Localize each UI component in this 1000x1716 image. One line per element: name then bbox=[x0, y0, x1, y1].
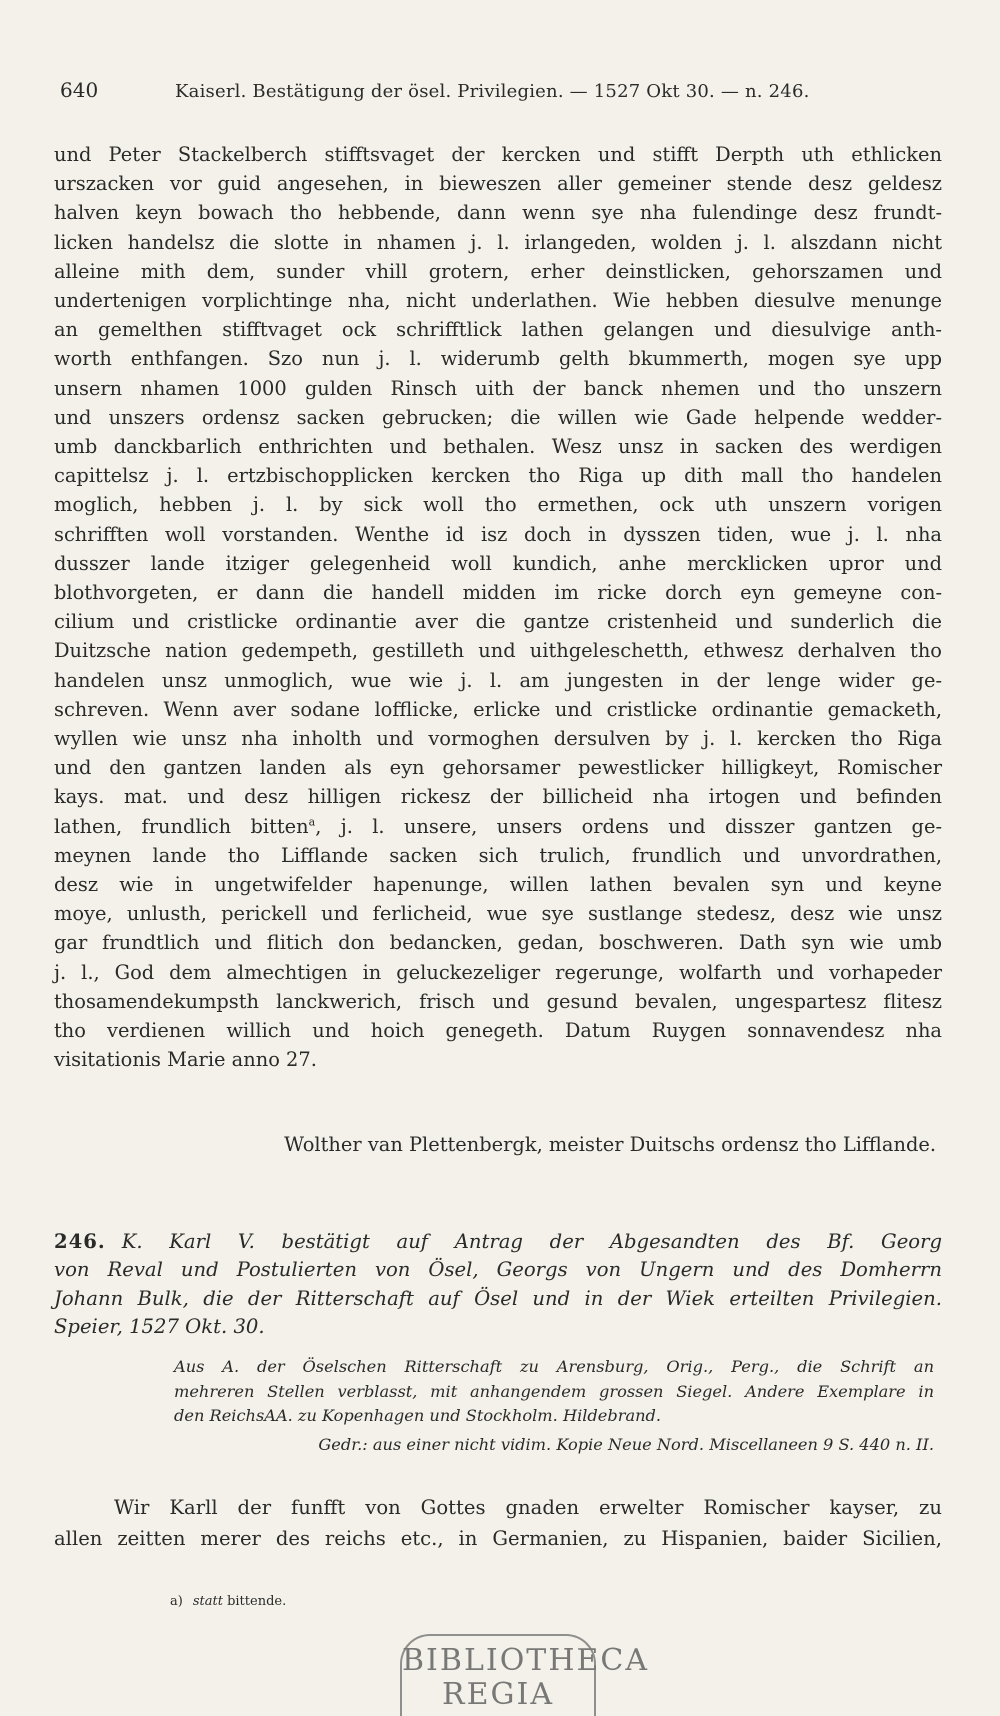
page-number: 640 bbox=[60, 78, 99, 102]
text-line: tho verdienen willich und hoich genegeth. Datum Ruygen sonnavendesz nha bbox=[54, 1019, 942, 1043]
text-line: j. l., God dem almechtigen in geluckezeliger regerunge, wolfarth und vorhapeder bbox=[54, 960, 942, 984]
text-line: urszacken vor guid angesehen, in bieweszen aller gemeiner stende desz geldesz bbox=[54, 172, 942, 196]
signature-line: Wolther van Plettenbergk, meister Duitschs ordensz tho Lifflande. bbox=[284, 1133, 936, 1156]
printed-reference: Gedr.: aus einer nicht vidim. Kopie Neue Nord. Miscellaneen 9 S. 440 n. II. bbox=[318, 1434, 934, 1454]
text-line: und unszers ordensz sacken gebrucken; die willen wie Gade helpende wedder- bbox=[54, 405, 942, 429]
opening-line: allen zeitten merer des reichs etc., in Germanien, zu Hispanien, baider Sicilien, bbox=[54, 1527, 942, 1550]
text-line-with-footnote bbox=[54, 812, 942, 841]
text-line: kays. mat. und desz hilligen rickesz der billicheid nha irtogen und befinden bbox=[54, 785, 942, 809]
text-line: handelen unsz unmoglich, wue wie j. l. am jungesten in der lenge wider ge- bbox=[54, 668, 942, 692]
text-line: thosamendekumpsth lanckwerich, frisch und gesund bevalen, ungespartesz flitesz bbox=[54, 989, 942, 1013]
text-line: umb danckbarlich enthrichten und bethalen. Wesz unsz in sacken des werdigen bbox=[54, 435, 942, 459]
text-line: capittelsz j. l. ertzbischopplicken kercken tho Riga up dith mall tho handelen bbox=[54, 464, 942, 488]
heading-line: Speier, 1527 Okt. 30. bbox=[54, 1315, 265, 1339]
heading-text: K. Karl V. bestätigt auf Antrag der Abgesandten des Bf. Georg bbox=[121, 1230, 942, 1253]
heading-line: Johann Bulk, die der Ritterschaft auf Ösel und in der Wiek erteilten Privilegien. bbox=[54, 1286, 942, 1310]
text-line: und den gantzen landen als eyn gehorsamer pewestlicker hilligkeyt, Romischer bbox=[54, 756, 942, 780]
source-line: mehreren Stellen verblasst, mit anhangendem grossen Siegel. Andere Exemplare in bbox=[174, 1381, 934, 1401]
footnote bbox=[170, 1594, 286, 1609]
letter-body bbox=[54, 140, 942, 1075]
text-line: blothvorgeten, er dann die handell midden im ricke dorch eyn gemeyne con- bbox=[54, 581, 942, 605]
text-segment: lathen, frundlich bitten bbox=[54, 814, 309, 838]
text-line: moglich, hebben j. l. by sick woll tho ermethen, ock uth unszern vorigen bbox=[54, 493, 942, 517]
charter-opening bbox=[54, 1492, 942, 1554]
text-line: desz wie in ungetwifelder hapenunge, willen lathen bevalen syn und keyne bbox=[54, 873, 942, 897]
text-line: licken handelsz die slotte in nhamen j. l. irlangeden, wolden j. l. alszdann nicht bbox=[54, 230, 942, 254]
text-line: undertenigen vorplichtinge nha, nicht underlathen. Wie hebben diesulve menunge bbox=[54, 289, 942, 313]
library-stamp bbox=[400, 1634, 649, 1716]
text-line: unsern nhamen 1000 gulden Rinsch uith der banck nhemen und tho unszern bbox=[54, 376, 942, 400]
text-line: wyllen wie unsz nha inholth und vormoghen dersulven by j. l. kercken tho Riga bbox=[54, 727, 942, 751]
footnote-reference[interactable]: a bbox=[308, 815, 316, 829]
heading-line: von Reval und Postulierten von Ösel, Georgs von Ungern und des Domherrn bbox=[54, 1258, 942, 1282]
text-line: meynen lande tho Lifflande sacken sich trulich, frundlich und unvordrathen, bbox=[54, 843, 942, 867]
text-line: schreven. Wenn aver sodane lofflicke, erlicke und cristlicke ordinantie gemacketh, bbox=[54, 697, 942, 721]
text-line: alleine mith dem, sunder vhill grotern, erher deinstlicken, gehorszamen und bbox=[54, 259, 942, 283]
text-segment: , j. l. unsere, unsers ordens und disszer gantzen ge- bbox=[315, 814, 942, 838]
text-line: cilium und cristlicke ordinantie aver die gantze cristenheid und sunderlich die bbox=[54, 610, 942, 634]
text-line: halven keyn bowach tho hebbende, dann wenn sye nha fulendinge desz frundt- bbox=[54, 201, 942, 225]
footnote-italic: statt bbox=[192, 1594, 223, 1609]
footnote-text: bittende. bbox=[227, 1594, 287, 1609]
source-line: Aus A. der Öselschen Ritterschaft zu Arensburg, Orig., Perg., die Schrift an bbox=[174, 1357, 934, 1376]
text-line: dusszer lande itziger gelegenheid woll kundich, anhe mercklicken upror und bbox=[54, 551, 942, 575]
running-title: Kaiserl. Bestätigung der ösel. Privilegien. — 1527 Okt 30. — n. 246. bbox=[175, 81, 810, 102]
page-header bbox=[60, 78, 940, 102]
text-line: visitationis Marie anno 27. bbox=[54, 1048, 317, 1072]
text-line: worth enthfangen. Szo nun j. l. widerumb gelth bkummerth, mogen sye upp bbox=[54, 347, 942, 371]
stamp-line: REGIA bbox=[442, 1677, 554, 1712]
document-number: 246. bbox=[54, 1230, 106, 1253]
heading-line bbox=[54, 1228, 942, 1256]
stamp-line: BIBLIOTHECA bbox=[402, 1643, 649, 1678]
text-line: Duitzsche nation gedempeth, gestilleth und uithgeleschetth, ethwesz derhalven tho bbox=[54, 639, 942, 663]
source-note bbox=[174, 1355, 934, 1457]
text-line: an gemelthen stifftvaget ock schrifftlick lathen gelangen und diesulvige anth- bbox=[54, 318, 942, 342]
source-line: den ReichsAA. zu Kopenhagen und Stockholm. Hildebrand. bbox=[174, 1406, 662, 1426]
footnote-label: a) bbox=[170, 1594, 183, 1609]
text-line: gar frundtlich und flitich don bedancken, gedan, boschweren. Dath syn wie umb bbox=[54, 931, 942, 955]
opening-line: Wir Karll der funfft von Gottes gnaden erwelter Romischer kayser, zu bbox=[114, 1496, 942, 1519]
text-line: schrifften woll vorstanden. Wenthe id isz doch in dysszen tiden, wue j. l. nha bbox=[54, 522, 942, 546]
text-line: und Peter Stackelberch stifftsvaget der kercken und stifft Derpth uth ethlicken bbox=[54, 143, 942, 166]
text-line: moye, unlusth, perickell und ferlicheid, wue sye sustlange stedesz, desz wie unsz bbox=[54, 902, 942, 926]
document-heading bbox=[54, 1228, 942, 1342]
